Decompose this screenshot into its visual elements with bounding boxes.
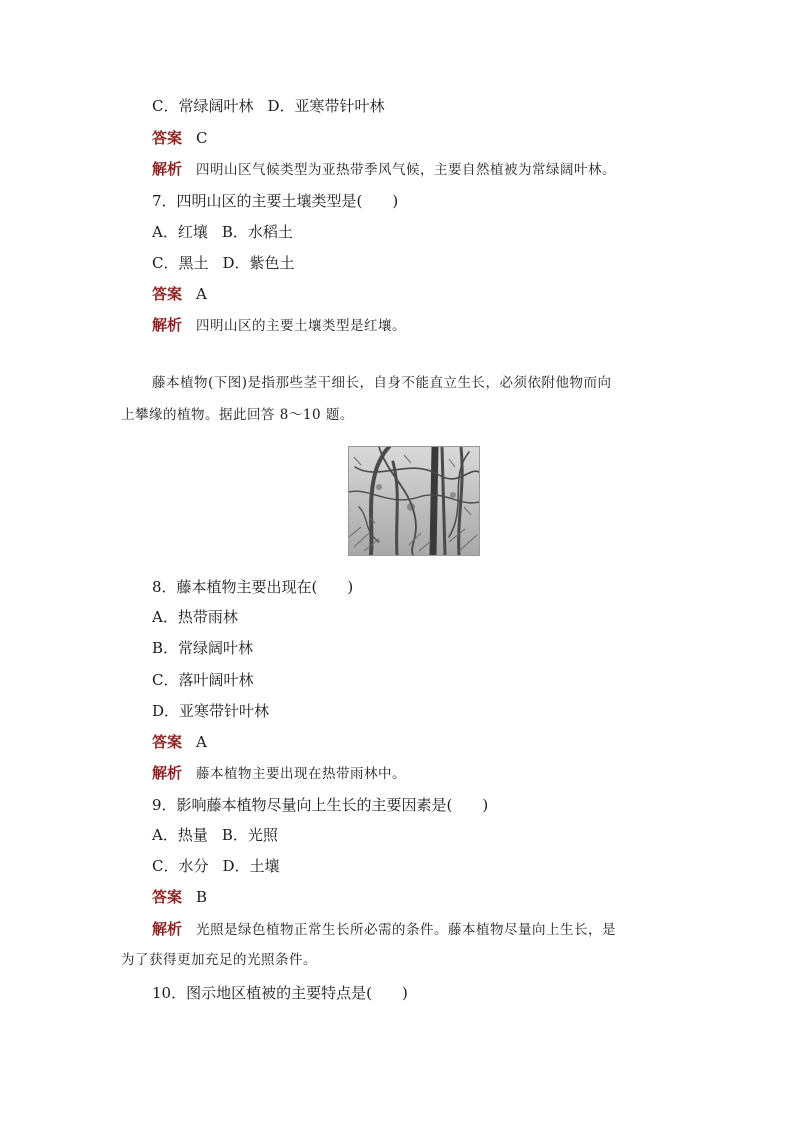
q7-option-d: D．紫色土 bbox=[222, 254, 295, 272]
q6-explanation bbox=[152, 159, 616, 180]
passage-line-1: 藤本植物(下图)是指那些茎干细长，自身不能直立生长，必须依附他物而向 bbox=[152, 375, 612, 391]
q9-explanation bbox=[152, 919, 616, 940]
q9-options-cd bbox=[152, 856, 280, 876]
q7-option-c: C．黑土 bbox=[152, 254, 209, 272]
q9-option-b: B．光照 bbox=[221, 826, 278, 844]
explanation-label: 解析 bbox=[152, 764, 183, 782]
q6-answer bbox=[152, 128, 208, 148]
q9-explanation-continued: 为了获得更加充足的光照条件。 bbox=[121, 952, 317, 968]
answer-label: 答案 bbox=[152, 733, 183, 751]
explanation-text: 光照是绿色植物正常生长所必需的条件。藤本植物尽量向上生长，是 bbox=[196, 922, 617, 938]
q8-answer bbox=[152, 732, 207, 752]
rainforest-vines-photo bbox=[348, 446, 480, 556]
answer-label: 答案 bbox=[152, 888, 183, 906]
q8-option-a: A．热带雨林 bbox=[152, 608, 238, 626]
q8-option-b: B．常绿阔叶林 bbox=[152, 639, 254, 657]
q7-options-ab bbox=[152, 222, 293, 242]
explanation-label: 解析 bbox=[152, 920, 183, 938]
explanation-label: 解析 bbox=[152, 316, 183, 334]
q7-question: 7．四明山区的主要土壤类型是( ) bbox=[152, 192, 399, 210]
q10-question: 10．图示地区植被的主要特点是( ) bbox=[152, 984, 408, 1002]
answer-label: 答案 bbox=[152, 285, 183, 303]
answer-value: A bbox=[196, 285, 207, 303]
answer-value: B bbox=[196, 888, 208, 906]
q8-question: 8．藤本植物主要出现在( ) bbox=[152, 578, 354, 596]
answer-label: 答案 bbox=[152, 129, 183, 147]
q7-answer bbox=[152, 284, 207, 304]
q8-option-c: C．落叶阔叶林 bbox=[152, 671, 254, 689]
q9-option-c: C．水分 bbox=[152, 857, 209, 875]
q7-options-cd bbox=[152, 253, 295, 273]
q7-option-b: B．水稻土 bbox=[221, 223, 293, 241]
q6-options-cd bbox=[152, 96, 385, 116]
explanation-text: 藤本植物主要出现在热带雨林中。 bbox=[196, 766, 407, 782]
q9-question: 9．影响藤本植物尽量向上生长的主要因素是( ) bbox=[152, 796, 489, 814]
explanation-text: 四明山区的主要土壤类型是红壤。 bbox=[196, 318, 407, 334]
q7-option-a: A．红壤 bbox=[152, 223, 208, 241]
q9-option-a: A．热量 bbox=[152, 826, 208, 844]
explanation-text: 四明山区气候类型为亚热带季风气候，主要自然植被为常绿阔叶林。 bbox=[196, 162, 617, 178]
q9-options-ab bbox=[152, 825, 278, 845]
explanation-label: 解析 bbox=[152, 160, 183, 178]
q6-option-c: C．常绿阔叶林 bbox=[152, 97, 254, 115]
passage-line-2: 上攀缘的植物。据此回答 8～10 题。 bbox=[121, 407, 354, 423]
q9-answer bbox=[152, 887, 207, 907]
q8-option-d: D．亚寒带针叶林 bbox=[152, 702, 270, 720]
q7-explanation bbox=[152, 315, 406, 336]
answer-value: A bbox=[196, 733, 207, 751]
q8-explanation bbox=[152, 763, 406, 784]
q9-option-d: D．土壤 bbox=[222, 857, 280, 875]
answer-value: C bbox=[196, 129, 208, 147]
q6-option-d: D．亚寒带针叶林 bbox=[267, 97, 385, 115]
